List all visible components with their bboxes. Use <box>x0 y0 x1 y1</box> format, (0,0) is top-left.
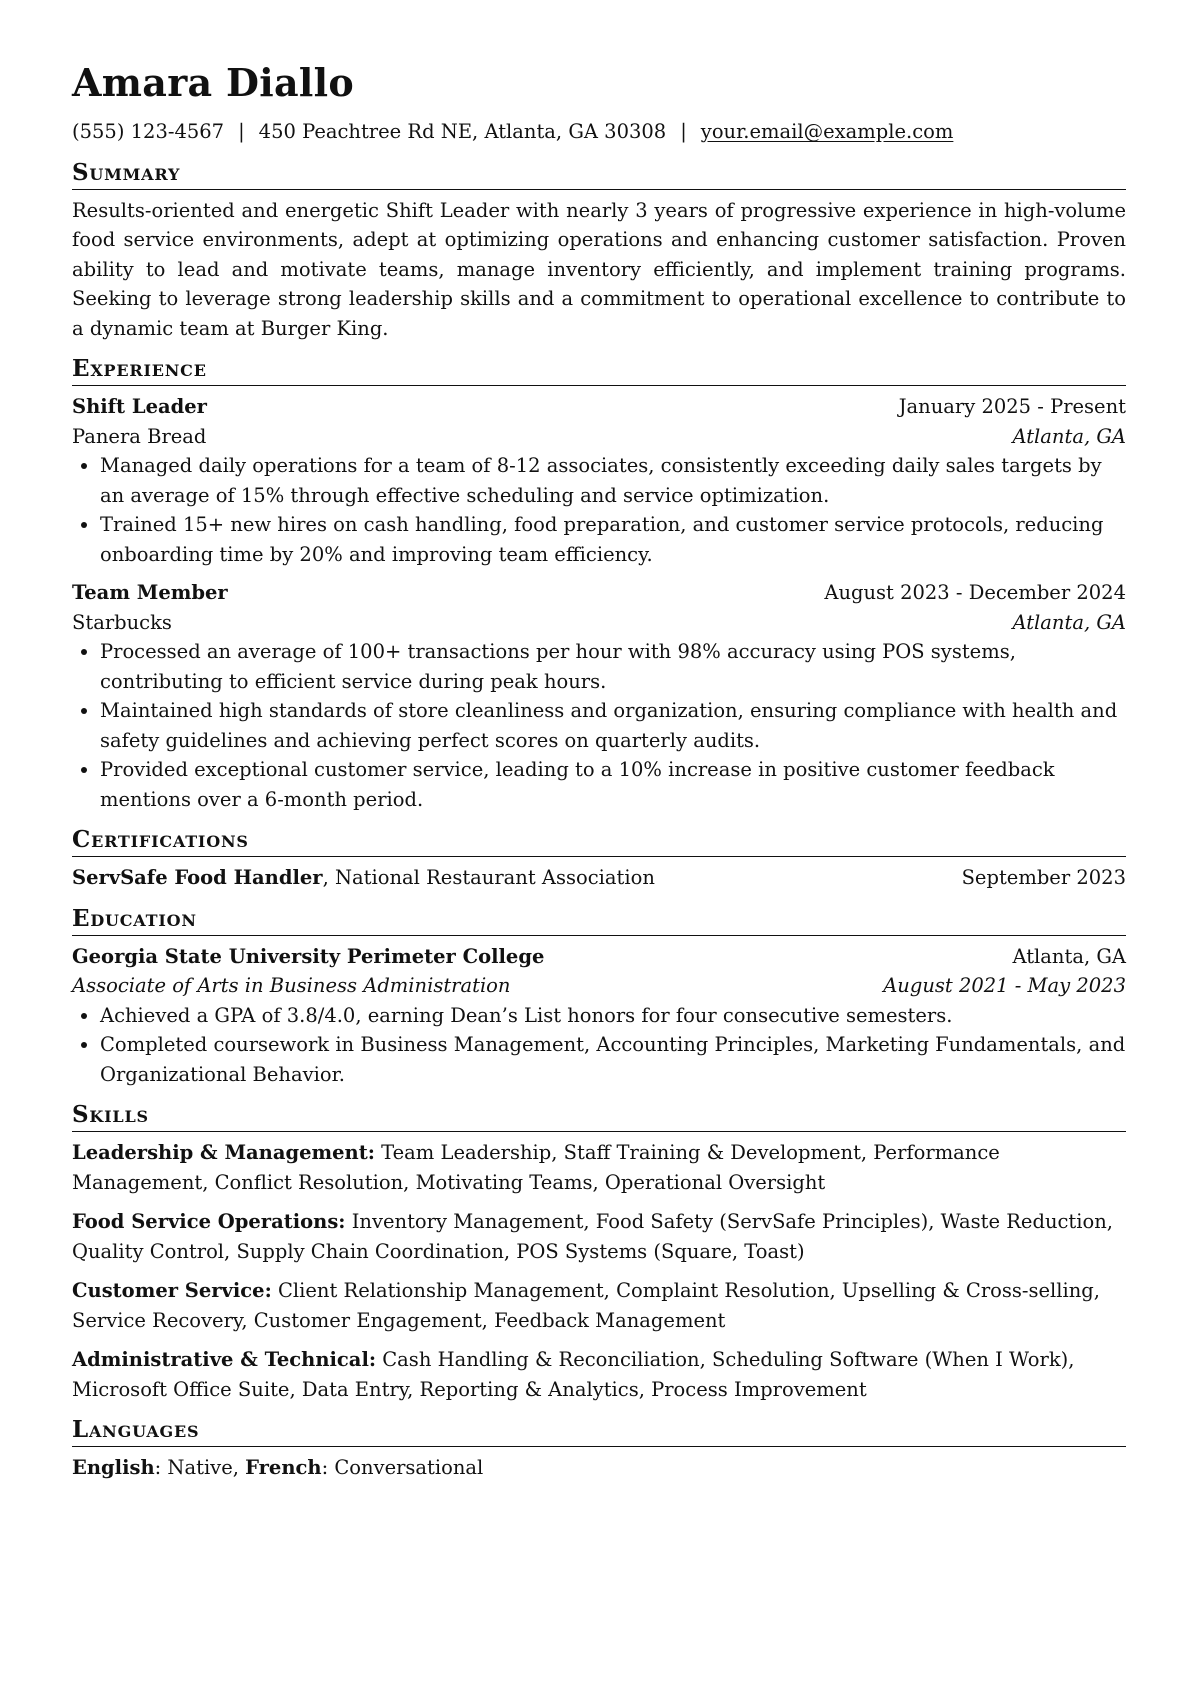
skill-group-label: Food Service Operations: <box>72 1210 346 1233</box>
education-entry <box>72 942 1126 1090</box>
language-name: French <box>245 1456 322 1479</box>
skill-group <box>72 1138 1126 1197</box>
skill-group <box>72 1345 1126 1404</box>
bullet-item: • Provided exceptional customer service, leading to a 10% increase in positive customer feedback mentions over a 6-month period. <box>100 755 1126 814</box>
education-header <box>72 942 1126 972</box>
education-bullets <box>72 1001 1126 1090</box>
phone-number: (555) 123-4567 <box>72 120 225 143</box>
skill-group-items: Inventory Management, Food Safety (ServSafe Principles), Waste Reduction, Quality Control, Supply Chain Coordination, POS Systems (Square, Toast) <box>72 1210 1113 1263</box>
section-title-certifications: Certifications <box>72 826 1126 857</box>
experience-entry <box>72 578 1126 814</box>
contact-separator: | <box>238 120 245 143</box>
address: 450 Peachtree Rd NE, Atlanta, GA 30308 <box>258 120 667 143</box>
section-title-skills: Skills <box>72 1101 1126 1132</box>
skill-group-label: Leadership & Management: <box>72 1141 375 1164</box>
resume-page <box>72 60 1126 1483</box>
section-title-summary: Summary <box>72 159 1126 190</box>
contact-separator: | <box>680 120 687 143</box>
summary-text: Results-oriented and energetic Shift Leader with nearly 3 years of progressive experience in high-volume food service environments, adept at optimizing operations and enhancing customer satisfaction. Proven ability to lead and motivate teams, manage inventory efficiently, and implement training programs. Seeking to leverage strong leadership skills and a commitment to operational excellence to contribute to a dynamic team at Burger King. <box>72 198 1126 340</box>
certification-name: ServSafe Food Handler <box>72 866 323 889</box>
skill-group-label: Administrative & Technical: <box>72 1348 377 1371</box>
section-title-languages: Languages <box>72 1416 1126 1447</box>
language-level: : Native, <box>154 1456 246 1479</box>
bullet-item: • Managed daily operations for a team of 8-12 associates, consistently exceeding daily sales targets by an average of 15% through effective scheduling and service optimization. <box>100 451 1126 510</box>
certification-issuer: , National Restaurant Association <box>322 866 655 889</box>
bullet-item: • Maintained high standards of store cleanliness and organization, ensuring compliance with health and safety guidelines and achieving perfect scores on quarterly audits. <box>100 696 1126 755</box>
experience-subheader <box>72 422 1126 452</box>
school-name: Georgia State University Perimeter College <box>72 944 545 968</box>
job-dates: January 2025 - Present <box>898 395 1126 418</box>
bullet-item: • Achieved a GPA of 3.8/4.0, earning Dean’s List honors for four consecutive semesters. <box>100 1001 1126 1031</box>
section-title-experience: Experience <box>72 355 1126 386</box>
experience-header <box>72 392 1126 422</box>
candidate-name: Amara Diallo <box>72 60 355 105</box>
experience-entry <box>72 392 1126 569</box>
company-name: Starbucks <box>72 610 172 634</box>
contact-line <box>72 117 1126 147</box>
job-title: Team Member <box>72 581 228 604</box>
school-location: Atlanta, GA <box>1012 944 1126 968</box>
experience-bullets <box>72 451 1126 569</box>
bullet-item: • Trained 15+ new hires on cash handling, food preparation, and customer service protocols, reducing onboarding time by 20% and improving team efficiency. <box>100 510 1126 569</box>
section-title-education: Education <box>72 905 1126 936</box>
certification-row <box>72 863 1126 893</box>
experience-header <box>72 578 1126 608</box>
language-level: : Conversational <box>321 1456 484 1479</box>
job-dates: August 2023 - December 2024 <box>824 581 1126 604</box>
education-subheader <box>72 971 1126 1001</box>
skill-group <box>72 1207 1126 1266</box>
skill-group-label: Customer Service: <box>72 1279 272 1302</box>
bullet-item: • Completed coursework in Business Management, Accounting Principles, Marketing Fundamentals, and Organizational Behavior. <box>100 1030 1126 1089</box>
skill-group-items: Team Leadership, Staff Training & Development, Performance Management, Conflict Resolution, Motivating Teams, Operational Oversight <box>72 1141 1000 1194</box>
experience-bullets <box>72 637 1126 814</box>
education-dates: August 2021 - May 2023 <box>883 974 1126 997</box>
skill-group-items: Client Relationship Management, Complaint Resolution, Upselling & Cross-selling, Service Recovery, Customer Engagement, Feedback Management <box>72 1279 1100 1332</box>
languages-line <box>72 1453 1126 1483</box>
job-location: Atlanta, GA <box>1012 610 1126 634</box>
language-name: English <box>72 1456 155 1479</box>
degree-name: Associate of Arts in Business Administration <box>72 974 511 997</box>
experience-subheader <box>72 608 1126 638</box>
email-link[interactable]: your.email@example.com <box>700 120 954 143</box>
skill-group <box>72 1276 1126 1335</box>
certification-date: September 2023 <box>961 866 1126 889</box>
company-name: Panera Bread <box>72 424 207 448</box>
job-title: Shift Leader <box>72 395 207 418</box>
skill-group-items: Cash Handling & Reconciliation, Scheduling Software (When I Work), Microsoft Office Suite, Data Entry, Reporting & Analytics, Process Improvement <box>72 1348 1075 1401</box>
certification-text <box>72 863 655 893</box>
bullet-item: • Processed an average of 100+ transactions per hour with 98% accuracy using POS systems, contributing to efficient service during peak hours. <box>100 637 1126 696</box>
job-location: Atlanta, GA <box>1012 424 1126 448</box>
